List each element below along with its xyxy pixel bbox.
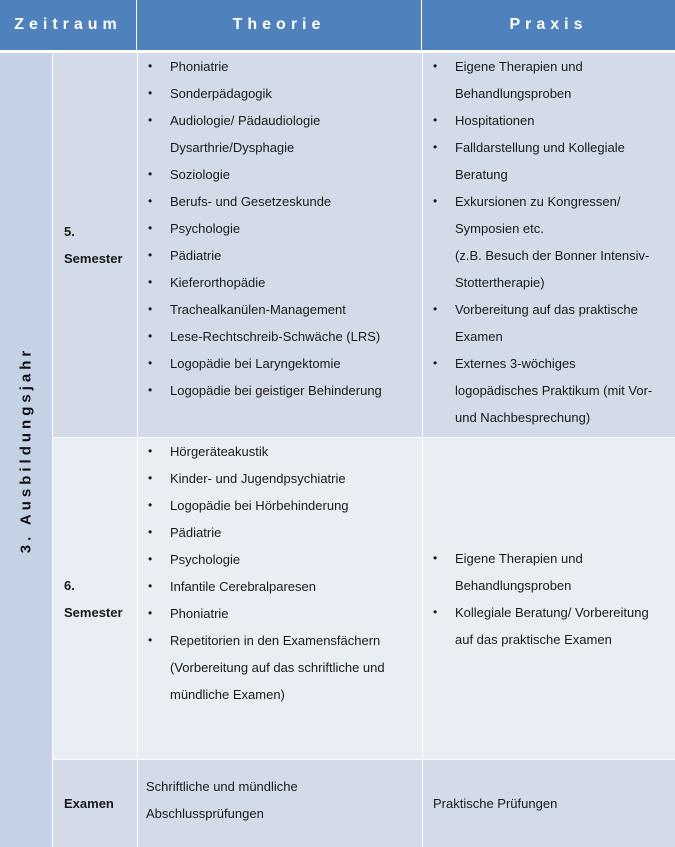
semester-5-praxis xyxy=(422,53,675,438)
examen-theorie xyxy=(137,760,422,847)
semester-5-theorie xyxy=(137,53,422,438)
semester-5-label xyxy=(52,53,137,438)
examen-theorie-line2: Abschlussprüfungen xyxy=(146,806,264,821)
examen-label: Examen xyxy=(52,760,137,847)
examen-praxis: Praktische Prüfungen xyxy=(422,760,675,847)
list-item: • Infantile Cerebralparesen xyxy=(144,573,422,600)
semester-6-theorie xyxy=(137,438,422,760)
list-item: • Berufs- und Gesetzeskunde xyxy=(144,188,422,215)
list-item: • Externes 3-wöchiges logopädisches Praktikum (mit Vor- und Nachbesprechung) xyxy=(429,350,675,431)
list-item: • Falldarstellung und Kollegiale Beratung xyxy=(429,134,675,188)
semester-6-praxis-list xyxy=(429,545,649,653)
semester-5-theorie-list xyxy=(144,53,422,134)
semester-5-theorie-list-b xyxy=(144,161,422,404)
examen-theorie-line1: Schriftliche und mündliche xyxy=(146,779,298,794)
list-item: • Pädiatrie xyxy=(144,519,422,546)
list-item: • Audiologie/ Pädaudiologie xyxy=(144,107,422,134)
header-zeitraum: Zeitraum xyxy=(0,0,137,50)
semester-6-theorie-list xyxy=(144,438,422,708)
list-item: • Pädiatrie xyxy=(144,242,422,269)
semester-6-word: Semester xyxy=(64,604,123,620)
list-item: • Logopädie bei Laryngektomie xyxy=(144,350,422,377)
list-item: • Eigene Therapien und Behandlungsproben xyxy=(429,545,649,599)
list-item: • Logopädie bei Hörbehinderung xyxy=(144,492,422,519)
year-label: 3. Ausbildungsjahr xyxy=(17,346,35,554)
list-item: • Vorbereitung auf das praktische Examen xyxy=(429,296,675,350)
semester-6-label xyxy=(52,438,137,760)
list-item: • Logopädie bei geistiger Behinderung xyxy=(144,377,422,404)
list-item: • Kollegiale Beratung/ Vorbereitung auf das praktische Examen xyxy=(429,599,649,653)
header-theorie: Theorie xyxy=(137,0,422,50)
header-praxis: Praxis xyxy=(422,0,675,50)
list-item: • Lese-Rechtschreib-Schwäche (LRS) xyxy=(144,323,422,350)
list-item-continuation: Dysarthrie/Dysphagie xyxy=(170,140,295,155)
semester-6-praxis xyxy=(422,438,675,760)
list-item: • Trachealkanülen-Management xyxy=(144,296,422,323)
list-item: • Hospitationen xyxy=(429,107,675,134)
list-item: • Phoniatrie xyxy=(144,53,422,80)
semester-5-number: 5. xyxy=(64,224,75,239)
year-column xyxy=(0,53,52,847)
list-item: • Soziologie xyxy=(144,161,422,188)
list-item: • Exkursionen zu Kongressen/ Symposien etc. (z.B. Besuch der Bonner Intensiv- Stottertherapie) xyxy=(429,188,675,296)
list-item: • Psychologie xyxy=(144,546,422,573)
list-item: • Kinder- und Jugendpsychiatrie xyxy=(144,465,422,492)
list-item: • Kieferorthopädie xyxy=(144,269,422,296)
semester-5-word: Semester xyxy=(64,251,123,266)
list-item: • Phoniatrie xyxy=(144,600,422,627)
list-item: • Hörgeräteakustik xyxy=(144,438,422,465)
list-item: • Eigene Therapien und Behandlungsproben xyxy=(429,53,675,107)
list-item: • Psychologie xyxy=(144,215,422,242)
list-item: • Repetitorien in den Examensfächern (Vorbereitung auf das schriftliche und mündliche Examen) xyxy=(144,627,422,708)
semester-6-number: 6. xyxy=(64,577,75,593)
list-item: • Sonderpädagogik xyxy=(144,80,422,107)
semester-5-praxis-list xyxy=(429,53,675,431)
